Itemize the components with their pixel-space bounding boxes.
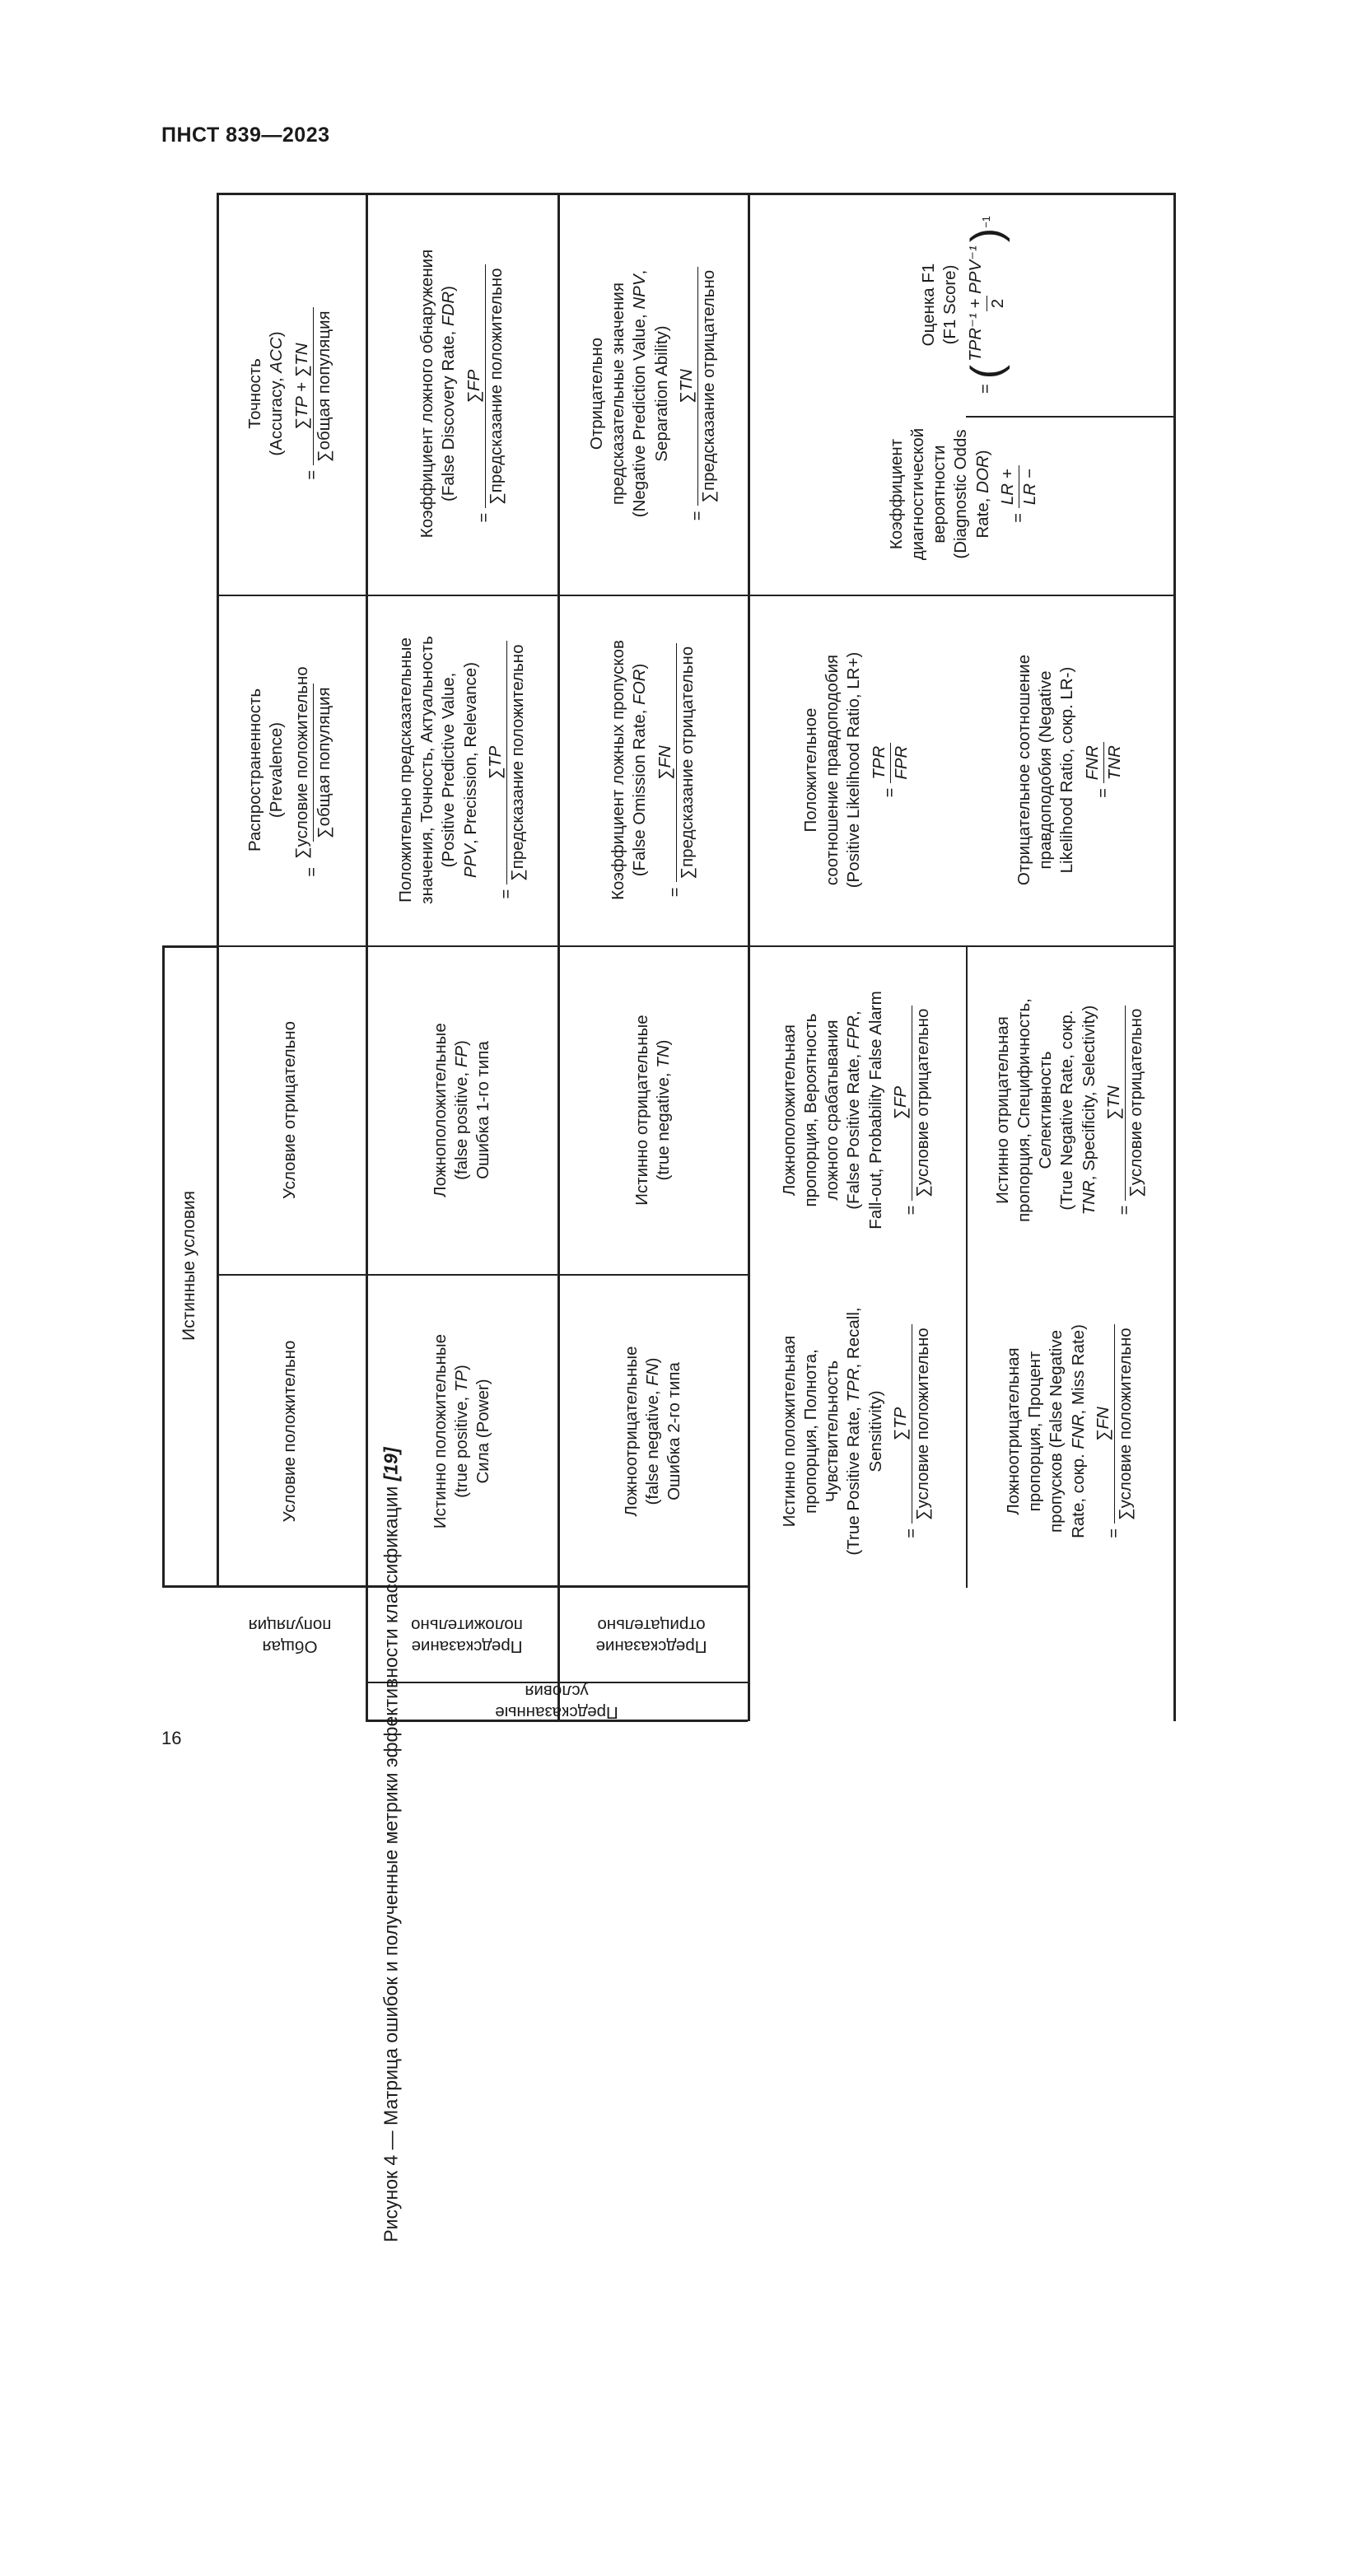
npv-cell: Отрицательно предсказательные значения (Negative Prediction Value, NPV, Separation Ability) = ∑TN ∑предсказание отрицательно [562,204,744,583]
fdr-cell: Коэффициент ложного обнаружения (False Discovery Rate, FDR) = ∑FP ∑предсказание положительно [371,204,553,583]
prevalence-cell: Распространенность (Prevalence) = ∑условие положительно ∑общая популяция [220,601,360,939]
tpr-cell: Истинно положительная пропорция, Полнота, Чувствительность (True Positive Rate, TPR, Recall, Sensitivity) = ∑TP ∑условие положительно [749,1283,963,1580]
figure-caption: Рисунок 4 — Матрица ошибок и полученные метрики эффективности классификации [19] [380,1447,402,2242]
true-positive-cell: Истинно положительные (true positive, TP) Сила (Power) [430,1333,493,1529]
lr-negative-cell: Отрицательное соотношение правдоподобия (Negative Likelihood Ratio, сокр. LR-) = FNR TNR [971,601,1168,939]
predicted-negative-label: Предсказание отрицательно [595,1616,707,1657]
ppv-cell: Положительно предсказательные значения, Точность, Актуальность (Positive Predictive Value, PPV, Precission, Relevance) = ∑TP ∑предсказание положительно [371,601,553,939]
dor-cell: Коэффициент диагностической вероятности (Diagnostic Odds Rate, DOR) = LR + LR − [758,412,1169,576]
fpr-cell: Ложноположительная пропорция, Вероятность ложного срабатывания (False Positive Rate, FPR, Fall-out, Probability False Alarm = ∑FP ∑условие отрицательно [749,954,963,1267]
f1-score-cell: Оценка F1 (F1 Score) = ( TPR⁻¹ + PPV⁻¹ 2 ) −1 [919,216,1011,394]
for-cell: Коэффициент ложных пропусков (False Omission Rate, FOR) = ∑FN ∑предсказание отрицательно [562,601,744,939]
condition-negative-header: Условие отрицательно [279,1020,299,1200]
false-negative-cell: Ложноотрицательные (false negative, FN) Ошибка 2-го типа [621,1346,684,1517]
tnr-cell: Истинно отрицательная пропорция, Специфичность, Селективность (True Negative Rate, сокр. TNR, Specificity, Selectivity) = ∑TN ∑условие отрицательно [971,954,1168,1267]
document-code: ПНСТ 839—2023 [161,124,330,147]
condition-positive-header: Условие положительно [279,1340,299,1523]
total-population-label: Общая популяция [248,1616,332,1657]
accuracy-cell: Точность (Accuracy, ACC) = ∑TP + ∑TN ∑общая популяция [220,204,360,583]
predicted-conditions-header: Предсказанные условия [495,1682,618,1723]
page-number: 16 [161,1728,182,1748]
lr-positive-cell: Положительное соотношение правдоподобия (Positive Likelihood Ratio, LR+) = TPR FPR [749,601,963,939]
false-positive-cell: Ложноположительные (false positive, FP) Ошибка 1-го типа [430,1023,493,1197]
true-conditions-header: Истинные условия [179,1191,198,1341]
predicted-positive-label: Предсказание положительно [411,1616,523,1657]
true-negative-cell: Истинно отрицательные (true negative, TN) [632,1015,673,1206]
fnr-cell: Ложноотрицательная пропорция, Процент пропусков (False Negative Rate, сокр. FNR, Miss Rate) = ∑FN ∑условие положительно [971,1283,1168,1580]
